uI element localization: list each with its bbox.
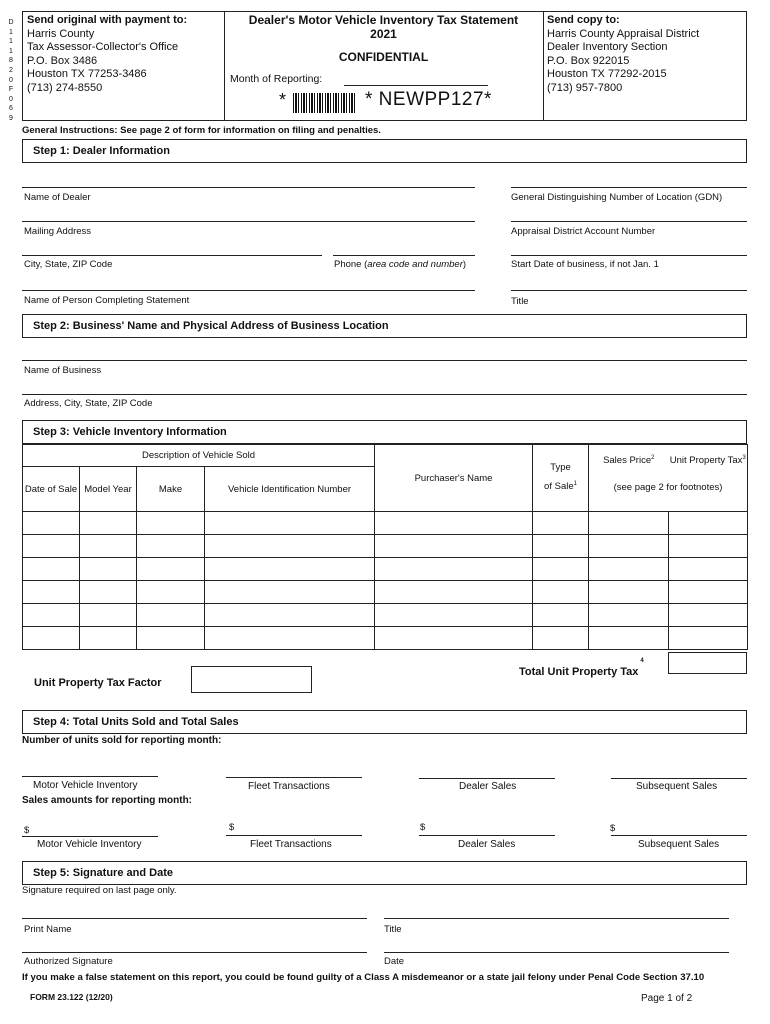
footnote-reference: (see page 2 for footnotes) xyxy=(613,482,723,494)
person-completing-field[interactable] xyxy=(22,290,475,291)
step3-title: Step 3: Vehicle Inventory Information xyxy=(33,426,227,438)
form-number: FORM 23.122 (12/20) xyxy=(30,992,113,1002)
gdn-label: General Distinguishing Number of Location (GDN) xyxy=(511,192,723,203)
sales-mvi-field[interactable] xyxy=(22,836,158,837)
step3-header xyxy=(22,420,747,444)
col-make: Make xyxy=(137,467,205,512)
city-state-zip-field[interactable] xyxy=(22,255,322,256)
step2-header xyxy=(22,314,747,338)
signer-title-field[interactable] xyxy=(384,918,729,919)
total-unit-tax-label xyxy=(519,658,644,678)
units-mvi-label: Motor Vehicle Inventory xyxy=(33,780,138,791)
business-name-label: Name of Business xyxy=(24,365,102,376)
step1-header xyxy=(22,139,747,163)
appraisal-account-field[interactable] xyxy=(511,221,747,222)
phone-line: (713) 957-7800 xyxy=(547,81,623,94)
phone-label xyxy=(334,259,466,270)
currency-symbol: $ xyxy=(229,822,235,833)
sales-subsequent-field[interactable] xyxy=(611,835,747,836)
signature-note: Signature required on last page only. xyxy=(22,885,177,896)
send-copy-block xyxy=(547,14,699,95)
currency-symbol: $ xyxy=(24,825,30,836)
table-row[interactable] xyxy=(23,512,748,535)
address-line: Dealer Inventory Section xyxy=(547,41,668,53)
signature-field[interactable] xyxy=(22,952,367,953)
price-tax-header xyxy=(589,445,748,512)
units-dealer-field[interactable] xyxy=(419,778,555,779)
confidential-label: CONFIDENTIAL xyxy=(338,50,429,64)
form-side-code: D 1 1 1 8 2 0 F 0 6 9 xyxy=(8,19,14,122)
table-row[interactable] xyxy=(23,604,748,627)
phone-label-prefix: Phone ( xyxy=(334,259,368,270)
business-name-field[interactable] xyxy=(22,360,747,361)
person-completing-label: Name of Person Completing Statement xyxy=(24,295,190,306)
address-line: Harris County xyxy=(27,27,95,40)
unit-tax-factor-label: Unit Property Tax Factor xyxy=(34,677,162,689)
unit-tax-factor-field[interactable] xyxy=(191,666,312,693)
sales-fleet-label: Fleet Transactions xyxy=(250,839,332,850)
title-label: Title xyxy=(511,296,529,307)
send-original-title: Send original with payment to: xyxy=(27,14,188,26)
currency-symbol: $ xyxy=(420,822,426,833)
false-statement-warning: If you make a false statement on this report, you could be found guilty of a Class A misdemeanor or a state jail felony under Penal Code Section 37.10 xyxy=(22,972,705,983)
address-line: Tax Assessor-Collector's Office xyxy=(27,41,179,53)
footnote-4: 4 xyxy=(640,658,644,665)
col-tax xyxy=(669,455,748,466)
table-row[interactable] xyxy=(23,535,748,558)
sales-mvi-label: Motor Vehicle Inventory xyxy=(37,839,142,850)
page-number: Page 1 of 2 xyxy=(641,993,693,1004)
step2-title: Step 2: Business' Name and Physical Address of Business Location xyxy=(33,320,389,332)
city-state-zip-label: City, State, ZIP Code xyxy=(24,259,113,270)
col-price xyxy=(589,455,669,466)
step5-title: Step 5: Signature and Date xyxy=(33,867,173,879)
dealer-name-label: Name of Dealer xyxy=(24,192,91,203)
barcode-asterisk: * xyxy=(279,90,287,110)
table-row[interactable] xyxy=(23,558,748,581)
address-line: Houston TX 77292-2015 xyxy=(547,68,667,80)
col-vin: Vehicle Identification Number xyxy=(205,467,375,512)
date-label: Date xyxy=(384,956,405,967)
appraisal-account-label: Appraisal District Account Number xyxy=(511,226,656,237)
business-address-field[interactable] xyxy=(22,394,747,395)
sales-amounts-label: Sales amounts for reporting month: xyxy=(22,795,193,806)
units-fleet-field[interactable] xyxy=(226,777,362,778)
col-tax-label: Unit Property Tax xyxy=(669,455,743,467)
units-subsequent-label: Subsequent Sales xyxy=(636,781,718,792)
units-sold-label: Number of units sold for reporting month: xyxy=(22,735,222,746)
units-mvi-field[interactable] xyxy=(22,776,158,777)
title-field[interactable] xyxy=(511,290,747,291)
header-divider xyxy=(543,11,544,121)
send-original-block xyxy=(27,14,187,95)
date-field[interactable] xyxy=(384,952,729,953)
units-fleet-label: Fleet Transactions xyxy=(248,781,330,792)
total-unit-tax-text: Total Unit Property Tax xyxy=(519,666,639,678)
form-year: 2021 xyxy=(370,27,397,41)
col-price-label: Sales Price xyxy=(603,455,652,467)
col-type-label: Type xyxy=(550,462,571,474)
phone-line: (713) 274-8550 xyxy=(27,81,103,94)
currency-symbol: $ xyxy=(610,823,616,834)
gdn-field[interactable] xyxy=(511,187,747,188)
col-date-of-sale: Date of Sale xyxy=(23,467,80,512)
form-code: * NEWPP127* xyxy=(365,89,492,110)
footnote-3: 3 xyxy=(742,455,746,461)
units-dealer-label: Dealer Sales xyxy=(459,781,517,792)
general-instructions: General Instructions: See page 2 of form for information on filing and penalties. xyxy=(22,125,381,136)
signature-label: Authorized Signature xyxy=(24,956,113,967)
footnote-1: 1 xyxy=(573,481,577,488)
step4-header xyxy=(22,710,747,734)
step1-title: Step 1: Dealer Information xyxy=(33,145,170,157)
col-purchaser: Purchaser's Name xyxy=(375,445,533,512)
col-type xyxy=(533,445,589,512)
phone-label-hint: area code and number xyxy=(367,259,463,270)
send-copy-title: Send copy to: xyxy=(547,14,620,26)
print-name-label: Print Name xyxy=(24,924,72,935)
sales-dealer-field[interactable] xyxy=(419,835,555,836)
sales-dealer-label: Dealer Sales xyxy=(458,839,516,850)
sales-subsequent-label: Subsequent Sales xyxy=(638,839,720,850)
table-row[interactable] xyxy=(23,581,748,604)
mailing-address-field[interactable] xyxy=(22,221,475,222)
sales-fleet-field[interactable] xyxy=(226,835,362,836)
step5-header xyxy=(22,861,747,885)
footnote-2: 2 xyxy=(651,455,655,461)
vehicle-inventory-table xyxy=(22,444,748,650)
start-date-label: Start Date of business, if not Jan. 1 xyxy=(511,259,659,270)
total-unit-tax-field[interactable] xyxy=(668,652,747,674)
month-of-reporting-label: Month of Reporting: xyxy=(230,73,323,85)
address-line: P.O. Box 3486 xyxy=(27,54,98,67)
signer-title-label: Title xyxy=(384,924,402,935)
mailing-address-label: Mailing Address xyxy=(24,226,92,237)
print-name-field[interactable] xyxy=(22,918,367,919)
month-of-reporting-field[interactable] xyxy=(344,85,488,86)
address-line: Harris County Appraisal District xyxy=(547,27,700,40)
form-title: Dealer's Motor Vehicle Inventory Tax Statement xyxy=(248,13,519,27)
phone-field[interactable] xyxy=(333,255,475,256)
table-row[interactable] xyxy=(23,627,748,650)
dealer-name-field[interactable] xyxy=(22,187,475,188)
step4-title: Step 4: Total Units Sold and Total Sales xyxy=(33,716,239,728)
col-model-year: Model Year xyxy=(80,467,137,512)
barcode-image xyxy=(293,93,355,113)
address-line: Houston TX 77253-3486 xyxy=(27,68,147,80)
col-type-label-2: of Sale xyxy=(544,481,574,493)
units-subsequent-field[interactable] xyxy=(611,778,747,779)
start-date-field[interactable] xyxy=(511,255,747,256)
address-line: P.O. Box 922015 xyxy=(547,54,630,67)
business-address-label: Address, City, State, ZIP Code xyxy=(24,398,153,409)
description-header: Description of Vehicle Sold xyxy=(23,445,375,467)
phone-label-suffix: ) xyxy=(462,259,467,270)
